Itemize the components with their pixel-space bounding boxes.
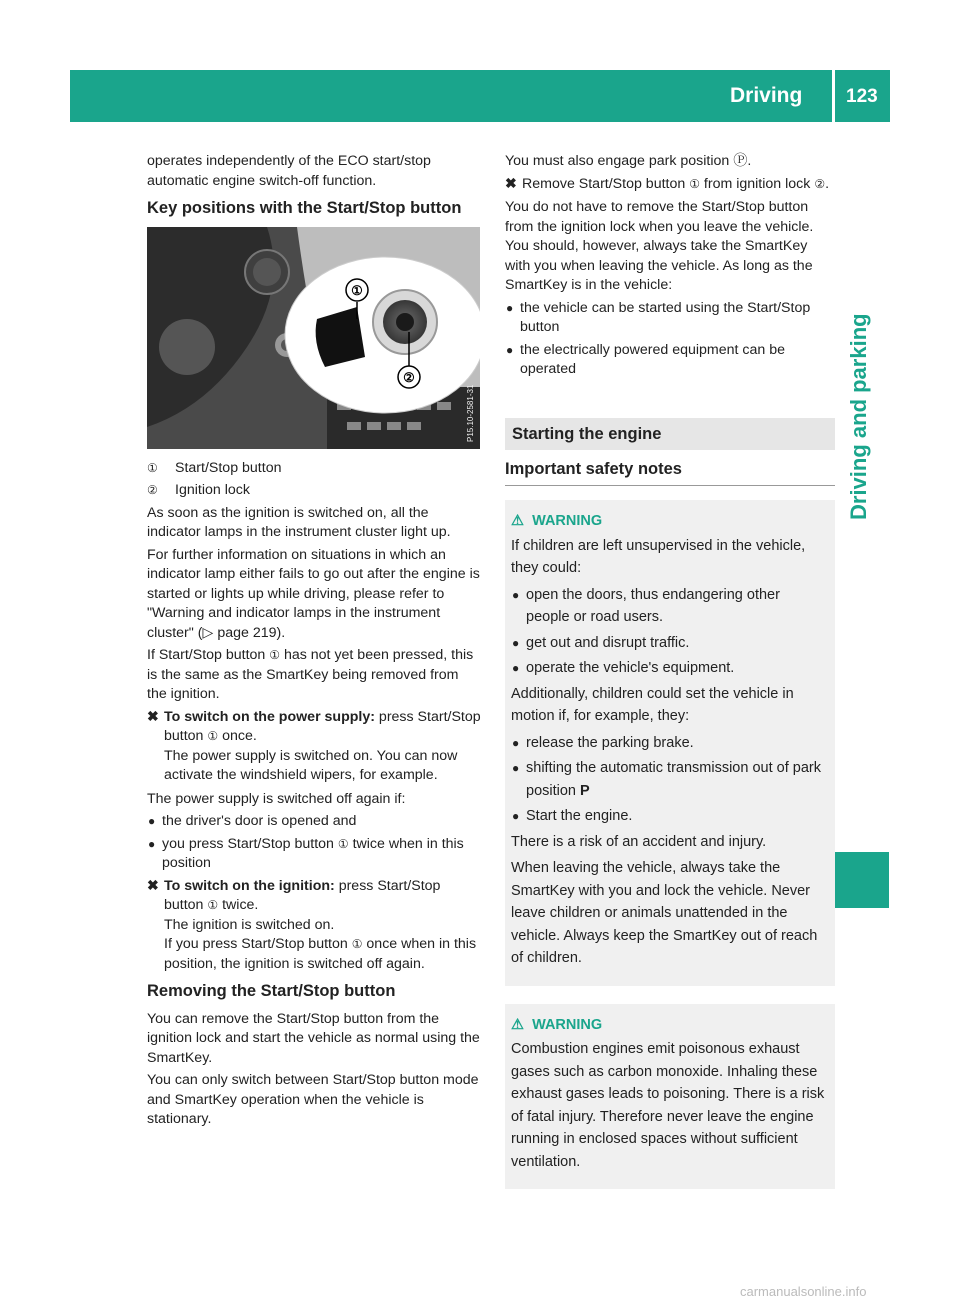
watermark: carmanualsonline.info (740, 1284, 867, 1299)
legend-item-2: ② Ignition lock (147, 482, 250, 498)
right-column (505, 152, 835, 1207)
bullet-icon: ● (506, 300, 514, 315)
paragraph: You do not have to remove the Start/Stop button from the ignition lock when you leave the vehicle. You should, however, always take the SmartKey with you when leaving the vehicle. As long as the SmartKey is in the vehicle: (505, 199, 814, 293)
paragraph: You must also engage park position Ⓟ. (505, 153, 752, 169)
list-item: ● Start the engine. (511, 805, 827, 828)
warning-box-exhaust: ⚠ WARNING Combustion engines emit poisonous exhaust gases such as carbon monoxide. Inhaling these exhaust gases leads to poisoning. There is a risk of fatal injury. Therefore never leave the engine running in enclosed spaces without sufficient ventilation. (505, 1004, 835, 1190)
warning-title: ⚠ WARNING (511, 1016, 603, 1033)
divider (505, 485, 835, 486)
side-tab-marker (833, 852, 889, 908)
warning-icon: ⚠ (511, 1016, 524, 1033)
ignition-illustration (147, 227, 480, 449)
warning-box-children: ⚠ WARNING If children are left unsupervised in the vehicle, they could: ● open the doors, thus endangering other people or road users. ● get out and disrupt traffic. ● operate the vehicle's equipment. Additionally, children could set the vehicle in motion if, for example, they: ● release the parking brake. ● shifting the automatic transmission out of park position P ● Start the engine. There is a risk of an accident and injury. When leaving the vehicle, always take the SmartKey with you and lock the vehicle. Never leave children or animals unattended in the vehicle. Always keep the SmartKey out of reach of children. (505, 500, 835, 986)
list-item: ● get out and disrupt traffic. (511, 632, 827, 655)
list-item: ● operate the vehicle's equipment. (511, 657, 827, 680)
list-item: ● the electrically powered equipment can be operated (506, 341, 785, 377)
left-column (147, 152, 482, 1133)
step-power-supply: ✖ To switch on the power supply: press Start/Stop button ① once. The power supply is switched on. You can now activate the windshield wipers, for example. (147, 708, 481, 783)
bullet-icon: ● (148, 814, 156, 828)
heading-safety: Important safety notes (505, 459, 682, 478)
list-item: ● the driver's door is opened and (147, 812, 482, 832)
bullet-icon: ● (512, 635, 520, 650)
paragraph: You can remove the Start/Stop button from the ignition lock and start the vehicle as normal using the SmartKey. (147, 1010, 480, 1066)
bullet-icon: ● (512, 661, 520, 675)
warning-title: ⚠ WARNING (511, 513, 603, 529)
list-item: ● you press Start/Stop button ① twice when in this position (148, 835, 464, 871)
side-tab (833, 140, 888, 840)
paragraph: The power supply is switched off again if: (147, 790, 406, 807)
step-ignition: ✖ To switch on the ignition: press Start/Stop button ① twice. The ignition is switched on. If you press Start/Stop button ① once when in this position, the ignition is switched off again. (147, 877, 477, 972)
list-item: ● open the doors, thus endangering other people or road users. (511, 584, 827, 629)
step-remove-button: ✖ Remove Start/Stop button ① from ignition lock ②. (505, 175, 835, 195)
warning-icon: ⚠ (511, 513, 524, 529)
bullet-icon: ● (506, 342, 514, 357)
ignition-photo (147, 227, 480, 449)
header-divider (832, 70, 835, 122)
bullet-icon: ● (512, 809, 520, 823)
step-arrow-icon: ✖ (505, 175, 517, 192)
callout-1: ① (351, 282, 363, 298)
legend-item-1: ① Start/Stop button (147, 459, 282, 476)
photo-code: P15.10-2581-31 (466, 384, 475, 442)
paragraph: If Start/Stop button ① has not yet been pressed, this is the same as the SmartKey being removed from the ignition. (147, 647, 474, 702)
intro-text: operates independently of the ECO start/stop automatic engine switch-off function. (147, 153, 431, 189)
list-item: ● shifting the automatic transmission out of park position P (511, 757, 827, 802)
side-tab-label: Driving and parking (846, 313, 871, 520)
list-item: ● release the parking brake. (511, 732, 827, 755)
section-title: Driving (730, 84, 803, 107)
paragraph: You can only switch between Start/Stop button mode and SmartKey operation when the vehicle is stationary. (147, 1072, 479, 1127)
heading-key-positions: Key positions with the Start/Stop button (147, 199, 462, 217)
heading-removing: Removing the Start/Stop button (147, 982, 396, 1000)
paragraph: For further information on situations in which an indicator lamp either fails to go out after the engine is started or lights up while driving, please refer to "Warning and indicator lamps in the instrument cluster" (▷ page 219). (147, 546, 480, 641)
page-number: 123 (846, 86, 878, 107)
paragraph: As soon as the ignition is switched on, all the indicator lamps in the instrument cluster light up. (147, 504, 451, 540)
list-item: ● the vehicle can be started using the Start/Stop button (506, 299, 811, 335)
bullet-icon: ● (148, 836, 156, 851)
section-heading: Starting the engine (505, 418, 835, 450)
bullet-icon: ● (512, 735, 520, 750)
step-arrow-icon: ✖ (147, 877, 159, 894)
callout-2: ② (403, 369, 415, 385)
step-arrow-icon: ✖ (147, 708, 159, 725)
bullet-icon: ● (512, 761, 520, 775)
bullet-icon: ● (512, 587, 520, 602)
